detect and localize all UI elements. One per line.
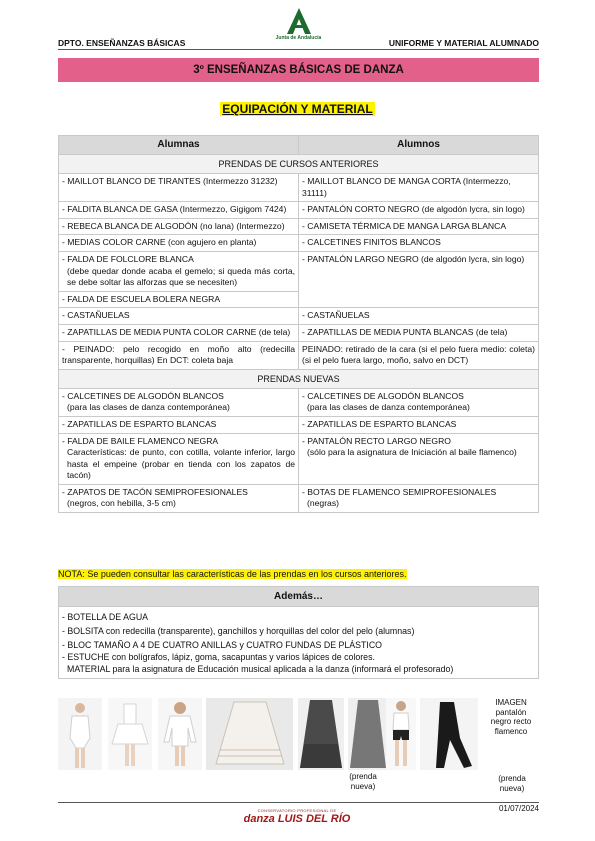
caption-trousers-new: (prenda nueva) [498,774,526,793]
section-new-label: PRENDAS NUEVAS [59,369,539,388]
cell-alumnos: - PANTALÓN LARGO NEGRO (de algodón lycra, sin logo) [299,251,539,307]
item-title: - BOTAS DE FLAMENCO SEMIPROFESIONALES [302,486,497,497]
header-title: UNIFORME Y MATERIAL ALUMNADO [388,38,539,48]
table-row [59,416,539,433]
table-row [59,174,539,202]
table-row [59,433,539,484]
column-header-alumnos: Alumnos [299,136,539,155]
page-header [58,8,539,50]
cell-alumnos: - CALCETINES FINITOS BLANCOS [299,235,539,252]
photo-shorts [386,698,416,770]
photo-flamenco-skirt [298,698,344,770]
cell-alumnos: - CAMISETA TÉRMICA DE MANGA LARGA BLANCA [299,218,539,235]
photo-long-trousers [420,698,478,770]
table-row [59,202,539,219]
item-note: (para las clases de danza contemporánea) [67,402,230,413]
cell-alumnos [299,484,539,512]
cell-alumnas [59,388,299,416]
grey-skirt-image [348,698,388,770]
item-title: - ZAPATOS DE TACÓN SEMIPROFESIONALES [62,486,248,497]
list-item: - BOLSITA con redecilla (transparente), ganchillos y horquillas del color del pelo (alumnas) [62,626,415,637]
column-header-alumnas: Alumnas [59,136,299,155]
list-item: - BOTELLA DE AGUA [62,612,149,622]
note-text: NOTA: Se pueden consultar las características de las prendas en los cursos anteriores. [58,569,407,579]
table-row [59,388,539,416]
item-title: - FALDA DE BAILE FLAMENCO NEGRA [62,435,219,446]
section-previous-label: PRENDAS DE CURSOS ANTERIORES [59,155,539,174]
cell-alumnas [59,433,299,484]
conservatory-logo-name: danza LUIS DEL RÍO [243,813,351,825]
photo-skirt-grey [348,698,388,770]
caption-trousers: IMAGEN pantalón negro recto flamenco [490,698,532,736]
item-title: - CALCETINES DE ALGODÓN BLANCOS [62,390,224,401]
item-title: - PANTALÓN RECTO LARGO NEGRO [302,435,451,446]
table-row [59,308,539,325]
item-note: (sólo para la asignatura de Iniciación al baile flamenco) [307,447,517,458]
cell-alumnos [299,388,539,416]
table-row [59,484,539,512]
long-trousers-image [420,698,478,770]
table-row [59,251,539,291]
list-item: - BLOC TAMAÑO A 4 DE CUATRO ANILLAS y CUATRO FUNDAS DE PLÁSTICO [62,640,383,651]
cell-alumnos: PEINADO: retirado de la cara (si el pelo fuera medio: coleta) (si el pelo fuera largo, moño, salvo en DCT) [299,341,539,369]
item-title: - CALCETINES DE ALGODÓN BLANCOS [302,390,464,401]
course-banner: 3º ENSEÑANZAS BÁSICAS DE DANZA [58,58,539,82]
item-note: Características: de punto, con cotilla, volante inferior, largo hasta el empeine (probar en tienda con los zapatos de tacón) [67,447,295,481]
item-note: (negros, con hebilla, 3-5 cm) [67,498,176,509]
cell-alumnos: - ZAPATILLAS DE ESPARTO BLANCAS [299,416,539,433]
cell-alumnas: - ZAPATILLAS DE MEDIA PUNTA COLOR CARNE (de tela) [59,324,299,341]
folclore-skirt-image [206,698,293,770]
conservatory-logo [242,808,352,838]
folclore-title: - FALDA DE FOLCLORE BLANCA [62,253,194,264]
cell-alumnos [299,433,539,484]
cell-alumnos: - PANTALÓN CORTO NEGRO (de algodón lycra, sin logo) [299,202,539,219]
table-row [59,218,539,235]
table-row [59,341,539,369]
photo-folclore-skirt [206,698,293,770]
table-header-row [59,136,539,155]
list-item: - ESTUCHE con bolígrafos, lápiz, goma, sacapuntas y varios lápices de colores. [62,652,375,663]
shorts-image [386,698,416,770]
cell-alumnos: - MAILLOT BLANCO DE MANGA CORTA (Intermezzo, 31111) [299,174,539,202]
subtitle-text: EQUIPACIÓN Y MATERIAL [222,102,373,116]
cell-alumnas: - MEDIAS COLOR CARNE (con agujero en planta) [59,235,299,252]
cell-alumnas [59,484,299,512]
cell-alumnas: - FALDA DE ESCUELA BOLERA NEGRA [59,291,299,308]
caption-new-item: (prenda nueva) [349,772,377,791]
item-note: (para las clases de danza contemporánea) [307,402,470,413]
photo-cardigan [158,698,202,770]
cell-alumnas: - ZAPATILLAS DE ESPARTO BLANCAS [59,416,299,433]
extras-list [59,607,539,679]
flamenco-skirt-image [298,698,344,770]
header-department: DPTO. ENSEÑANZAS BÁSICAS [58,38,186,48]
document-date: 01/07/2024 [498,804,539,813]
junta-logo-icon [287,8,311,34]
leotard-image [58,698,102,770]
cardigan-image [158,698,202,770]
cell-alumnas: - MAILLOT BLANCO DE TIRANTES (Intermezzo 31232) [59,174,299,202]
photo-leotard [58,698,102,770]
photo-skirt-white [108,698,152,770]
item-note: (negras) [307,498,339,509]
header-divider [58,49,539,50]
cell-alumnas [59,251,299,291]
extras-title: Además… [59,587,539,607]
table-row [59,324,539,341]
junta-logo-text: Junta de Andalucía [275,35,322,41]
section-row [59,155,539,174]
folclore-note: (debe quedar donde acaba el gemelo; si queda más corta, se debe soltar las alforzas que se necesiten) [67,265,295,288]
junta-logo [269,8,329,41]
cell-alumnos: - CASTAÑUELAS [299,308,539,325]
extras-table [58,586,539,679]
extras-body-row [59,607,539,679]
white-skirt-image [108,698,152,770]
conservatory-logo-small: CONSERVATORIO PROFESIONAL DE [257,808,337,813]
cell-alumnos: - ZAPATILLAS DE MEDIA PUNTA BLANCAS (de tela) [299,324,539,341]
section-row [59,369,539,388]
cell-alumnas: - REBECA BLANCA DE ALGODÓN (no lana) (Intermezzo) [59,218,299,235]
cell-alumnas: - FALDITA BLANCA DE GASA (Intermezzo, Gigigom 7424) [59,202,299,219]
photo-strip [58,698,539,798]
table-row [59,235,539,252]
list-item: MATERIAL para la asignatura de Educación musical aplicada a la danza (informará el profesorado) [67,663,454,674]
footer-divider [58,802,539,803]
section-subtitle [0,100,595,118]
cell-alumnas: - PEINADO: pelo recogido en moño alto (redecilla transparente, horquillas) En DCT: coleta baja [59,341,299,369]
uniform-table [58,135,539,513]
extras-header-row [59,587,539,607]
note [58,569,407,579]
cell-alumnas: - CASTAÑUELAS [59,308,299,325]
